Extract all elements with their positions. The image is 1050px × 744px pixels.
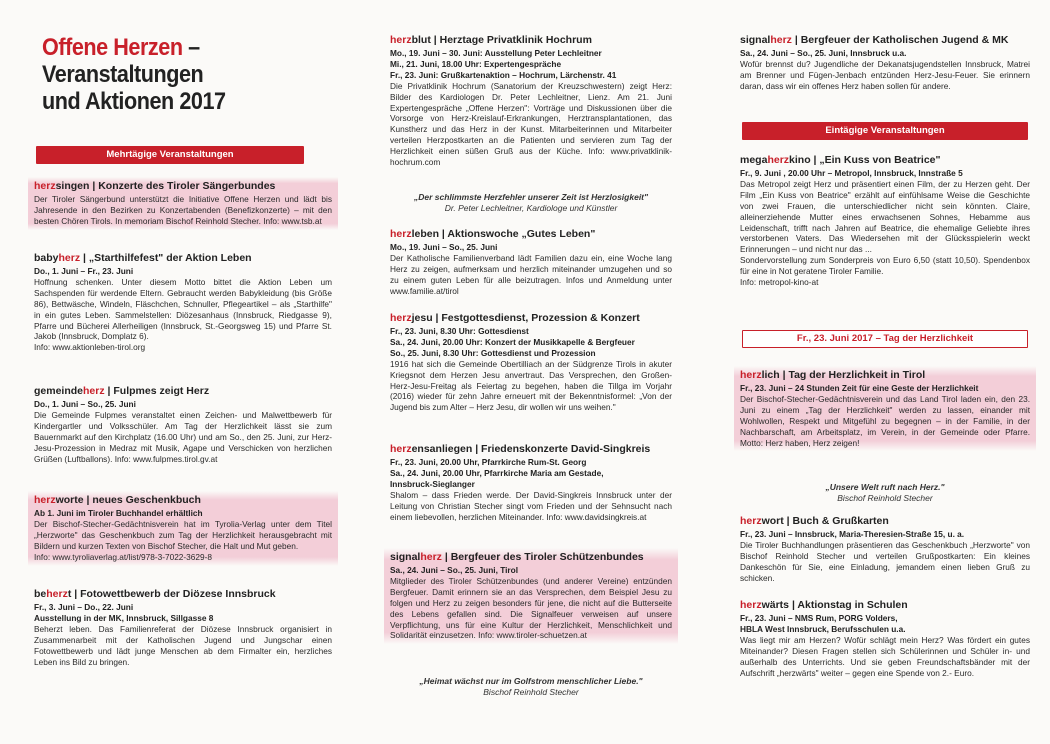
entry-heading: babyherz | „Starthilfefest" der Aktion Leben — [34, 252, 252, 264]
entry-info: Info: metropol-kino-at — [740, 277, 819, 288]
quote-lechleitner — [390, 192, 672, 214]
entry-date: Fr., 23. Juni – Innsbruck, Maria-Theresien-Straße 15, u. a. — [740, 529, 965, 539]
entry-heading: herzblut | Herztage Privatklinik Hochrum — [390, 34, 592, 46]
entry-body: Die Privatklinik Hochrum (Sanatorium der Kreuzschwestern) zeigt Herz: Bilder des Kardiologen Dr. Peter Lechleitner, Lienz. Am 21. Juni Expertengespräche „Offene Herzen": Vorträge und Diskussionen über die Vorsorge von Herz-Kreislauf-Erkrankungen, Herztransplantationen, das Kunstherz und das Herz in der Kunst. Mitarbeiterinnen und Mitarbeiter verteilen Herzpostkarten an die Patienten und servieren zum Tag der Herzlichkeit einen süßen Gruß aus der Küche. Info: www.privatklinik-hochrum.com — [390, 80, 672, 168]
entry-babyherz — [34, 252, 332, 353]
entry-body: Hoffnung schenken. Unter diesem Motto bittet die Aktion Leben um Sachspenden für werdende Eltern. Gebraucht werden Babykleidung (bis Größe 86), Bettwäsche, Windeln, Fläschchen, Schnuller, Pflegeartikel – als „Starthilfe" in ein gutes Leben. Sammelstellen: Diözesanhaus (Innsbruck, Riedgasse 9), Pfarre und Bücherei Allerheiligen (Innsbruck, St.-Georgsweg 15) und Pfarre St. Jakob (Innsbruck, Domplatz 6). — [34, 276, 332, 342]
entry-body: Der Bischof-Stecher-Gedächtnisverein und das Land Tirol laden ein, den 23. Juni zu einem „Tag der Herzlichkeit" werden zu lassen, einander mit Wohlwollen, Respekt und Mitgefühl zu begegnen – in der Familie, in der Nachbarschaft, am Arbeitsplatz, im Verein, in der Gemeinde oder Pfarre. Motto: Herz haben, Herz zeigen! — [740, 393, 1030, 448]
entry-herzwaerts — [740, 599, 1030, 678]
entry-date: Fr., 23. Juni, 8.30 Uhr: Gottesdienst — [390, 326, 529, 336]
entry-body: Mitglieder des Tiroler Schützenbundes (und anderer Vereine) entzünden Bergfeuer. Damit erinnern sie an das Versprechen, dem Beispiel Jesu zu folgen und Herz zu zeigen besonders für jene, die nicht auf die Butterseite des Lebens gefallen sind. Die Signalfeuer verweisen auf unsere Verpflichtung, uns für eine Kultur der Herzlichkeit, Menschlichkeit und Solidarität einzusetzen. Info: www.tiroler-schuetzen.at — [390, 575, 672, 641]
quote-text: „Der schlimmste Herzfehler unserer Zeit ist Herzlosigkeit" — [413, 192, 649, 202]
entry-herzleben — [390, 228, 672, 297]
entry-body: Was liegt mir am Herzen? Wofür schlägt mein Herz? Was fördert ein gutes Miteinander? Diesen Fragen stellen sich Schülerinnen und Schüler in- und außerhalb des Unterrichts. Und sie geben Freundschaftsbänder mit der Aufschrift „herzwärts" weiter – gegen eine Spende von 2.- Euro. — [740, 634, 1030, 678]
entry-date: Sa., 24. Juni – So., 25. Juni, Innsbruck u.a. — [740, 48, 907, 58]
entry-date-2: Mi., 21. Juni, 18.00 Uhr: Expertengespräche — [390, 58, 562, 69]
entry-gemeindeherz — [34, 385, 332, 464]
title-line2: Veranstaltungen — [42, 61, 204, 88]
quote-text: „Heimat wächst nur im Golfstrom menschlicher Liebe." — [419, 676, 643, 686]
entry-date: Mo., 19. Juni – So., 25. Juni — [390, 242, 498, 252]
entry-body-2: Sondervorstellung zum Sonderpreis von Euro 6,50 (statt 10,50). Spendenbox für eine in Not geratene Tiroler Familie. — [740, 255, 1030, 277]
entry-heading: herzjesu | Festgottesdienst, Prozession & Konzert — [390, 312, 640, 324]
entry-body: Beherzt leben. Das Familienreferat der Diözese Innsbruck organisiert in Zusammenarbeit mit der Katholischen Jugend und Jungschar einen Fotowettbewerb und lädt junge Menschen ab dem Firmalter ein, herzliches Leben ins Bild zu bringen. — [34, 623, 332, 667]
entry-date: Ab 1. Juni im Tiroler Buchhandel erhältlich — [34, 508, 203, 518]
entry-body: Der Tiroler Sängerbund unterstützt die Initiative Offene Herzen und lädt bis Jahresende in den Bezirken zu Konzertabenden (Benefizkonzerte) – mit den besten Chören Tirols. In memoriam Bischof Reinhold Stecher. Info: www.tsb.at — [34, 194, 332, 226]
entry-date-2: Sa., 24. Juni, 20.00 Uhr: Konzert der Musikkapelle & Bergfeuer — [390, 336, 635, 347]
entry-date: Fr., 9. Juni , 20.00 Uhr – Metropol, Innsbruck, Innstraße 5 — [740, 168, 963, 178]
entry-body: Wofür brennst du? Jugendliche der Dekanatsjugendstellen Innsbruck, Matrei am Brenner und Fügen-Jenbach entzünden Herz-Jesu-Feuer. Sie erinnern daran, dass wir ein offenes Herz haben sollen für andere. — [740, 58, 1030, 91]
banner-eintaegig: Eintägige Veranstaltungen — [742, 122, 1028, 140]
entry-date-2: Ausstellung in der MK, Innsbruck, Sillgasse 8 — [34, 612, 214, 623]
entry-herzjesu — [390, 312, 672, 413]
entry-date: Mo., 19. Juni – 30. Juni: Ausstellung Peter Lechleitner — [390, 48, 602, 58]
entry-heading: herzleben | Aktionswoche „Gutes Leben" — [390, 228, 596, 240]
quote-text: „Unsere Welt ruft nach Herz." — [825, 482, 945, 492]
entry-body: Der Bischof-Stecher-Gedächtnisverein hat im Tyrolia-Verlag unter dem Titel „Herzworte" das Geschenkbuch zum Tag der Herzlichkeit herausgebracht mit Bildern und kurzen Texten von Bischof Stecher, die Halt und Mut geben. — [34, 518, 332, 551]
title-line3: und Aktionen 2017 — [42, 88, 226, 115]
entry-info: Info: www.aktionleben-tirol.org — [34, 342, 146, 353]
entry-body: Shalom – dass Frieden werde. Der David-Singkreis Innsbruck unter der Leitung von Christian Stecher singt vom Frieden und der Sehnsucht nach einem liebevollen, herzlichen Miteinander. Info: www.davidsingkreis.at — [390, 489, 672, 522]
entry-body: Die Gemeinde Fulpmes veranstaltet einen Zeichen- und Malwettbewerb für Kindergartler und Volksschüler. Am Tag der Herzlichkeit lässt sie zum Bauernmarkt auf den Kirchplatz (16.00 Uhr) und am So., den 25. Juni, zur Herz-Jesu-Prozession in Medraz mit Musik, Agape und Verschicken von herzlichen Grüßen (Luftballons). Info: www.fulpmes.tirol.gv.at — [34, 409, 332, 464]
entry-heading: beherzt | Fotowettbewerb der Diözese Innsbruck — [34, 588, 276, 600]
entry-herzsingen — [28, 177, 338, 230]
quote-heimat — [390, 676, 672, 698]
title-dash: – — [182, 34, 200, 61]
entry-date: Do., 1. Juni – Fr., 23. Juni — [34, 266, 134, 276]
entry-signalherz-jugend — [740, 34, 1030, 92]
entry-date: Fr., 3. Juni – Do., 22. Juni — [34, 602, 134, 612]
banner-tag-der-herzlichkeit: Fr., 23. Juni 2017 – Tag der Herzlichkeit — [742, 330, 1028, 348]
entry-body: Der Katholische Familienverband lädt Familien dazu ein, eine Woche lang Herz zu zeigen, aufmerksam und herzlich miteinander umzugehen und so zu einem guten Leben für alle beizutragen. Infos und Anmeldung unter www.familie.at/tirol — [390, 252, 672, 296]
entry-date: Fr., 23. Juni – NMS Rum, PORG Volders, — [740, 613, 898, 623]
entry-heading: megaherzkino | „Ein Kuss von Beatrice" — [740, 154, 941, 166]
entry-date-2: Sa., 24. Juni, 20.00 Uhr, Pfarrkirche Maria am Gestade, — [390, 467, 604, 478]
entry-herzwort — [740, 515, 1030, 584]
entry-date-3: So., 25. Juni, 8.30 Uhr: Gottesdienst und Prozession — [390, 347, 596, 358]
entry-herzensanliegen — [390, 443, 672, 522]
entry-beherzt — [34, 588, 332, 667]
entry-heading: herzwort | Buch & Grußkarten — [740, 515, 889, 527]
entry-date: Fr., 23. Juni – 24 Stunden Zeit für eine Geste der Herzlichkeit — [740, 383, 979, 393]
quote-welt — [740, 482, 1030, 504]
entry-heading: herzsingen | Konzerte des Tiroler Sängerbundes — [34, 180, 276, 192]
quote-author: Dr. Peter Lechleitner, Kardiologe und Künstler — [444, 203, 618, 213]
entry-herzworte — [28, 491, 338, 566]
page-title — [42, 34, 226, 115]
entry-heading: herzlich | Tag der Herzlichkeit in Tirol — [740, 369, 926, 381]
entry-date: Do., 1. Juni – So., 25. Juni — [34, 399, 136, 409]
entry-date: Fr., 23. Juni, 20.00 Uhr, Pfarrkirche Rum-St. Georg — [390, 457, 587, 467]
title-highlight: Offene Herzen — [42, 34, 183, 61]
entry-date-3: Innsbruck-Sieglanger — [390, 478, 475, 489]
entry-megaherzkino — [740, 154, 1030, 288]
entry-heading: herzworte | neues Geschenkbuch — [34, 494, 201, 506]
entry-body: Das Metropol zeigt Herz und präsentiert einen Film, der zu Herzen geht. Der Film „Ein Kuss von Beatrice" erzählt auf einfühlsame Weise die Geschichte von zwei Frauen, die unterschiedlicher nicht sein könnten. Claire, alleinerziehende Mutter eines erwachsenen Sohnes, Hebamme aus Leidenschaft, trifft nach Jahren auf Beatrice, die ehemalige Geliebte ihres verstorbenen Vaters. Das Wiedersehen mit der Glücksspielerin weckt Erinnerungen – und nicht nur das ... — [740, 178, 1030, 255]
entry-signalherz-schuetzen — [384, 548, 678, 644]
banner-mehrtaegig: Mehrtägige Veranstaltungen — [36, 146, 304, 164]
entry-date-3: Fr., 23. Juni: Grußkartenaktion – Hochrum, Lärchenstr. 41 — [390, 69, 617, 80]
entry-heading: gemeindeherz | Fulpmes zeigt Herz — [34, 385, 210, 397]
entry-herzblut — [390, 34, 672, 168]
entry-herzlich — [734, 366, 1036, 451]
entry-body: 1916 hat sich die Gemeinde Obertilliach an der Südgrenze Tirols in akuter Kriegsnot dem Herzen Jesu anvertraut. Das Versprechen, den Großen-Herz-Jesu-Freitag als Feiertag zu begehen, haben die Tillga im Vorjahr (2016) wieder für zehn Jahre erneuert mit der Bekenntnisformel: „Von der Jugend bis zum Alter – Herz Jesu, dir wollen wir uns weihen." — [390, 358, 672, 413]
entry-heading: herzensanliegen | Friedenskonzerte David-Singkreis — [390, 443, 651, 455]
entry-heading: herzwärts | Aktionstag in Schulen — [740, 599, 908, 611]
entry-heading: signalherz | Bergfeuer des Tiroler Schützenbundes — [390, 551, 644, 563]
entry-date: Sa., 24. Juni – So., 25. Juni, Tirol — [390, 565, 519, 575]
entry-body: Die Tiroler Buchhandlungen präsentieren das Geschenkbuch „Herzworte" von Bischof Reinhold Stecher und verteilen Grußpostkarten: Ein kleines Dankeschön für Sie, eine Einladung, jemandem einen lieben Gruß zu schicken. — [740, 539, 1030, 583]
entry-date-2: HBLA West Innsbruck, Berufsschulen u.a. — [740, 623, 906, 634]
entry-info: Info: www.tyroliaverlag.at/list/978-3-7022-3629-8 — [34, 551, 213, 562]
quote-author: Bischof Reinhold Stecher — [483, 687, 579, 697]
entry-heading: signalherz | Bergfeuer der Katholischen Jugend & MK — [740, 34, 1009, 46]
quote-author: Bischof Reinhold Stecher — [837, 493, 933, 503]
